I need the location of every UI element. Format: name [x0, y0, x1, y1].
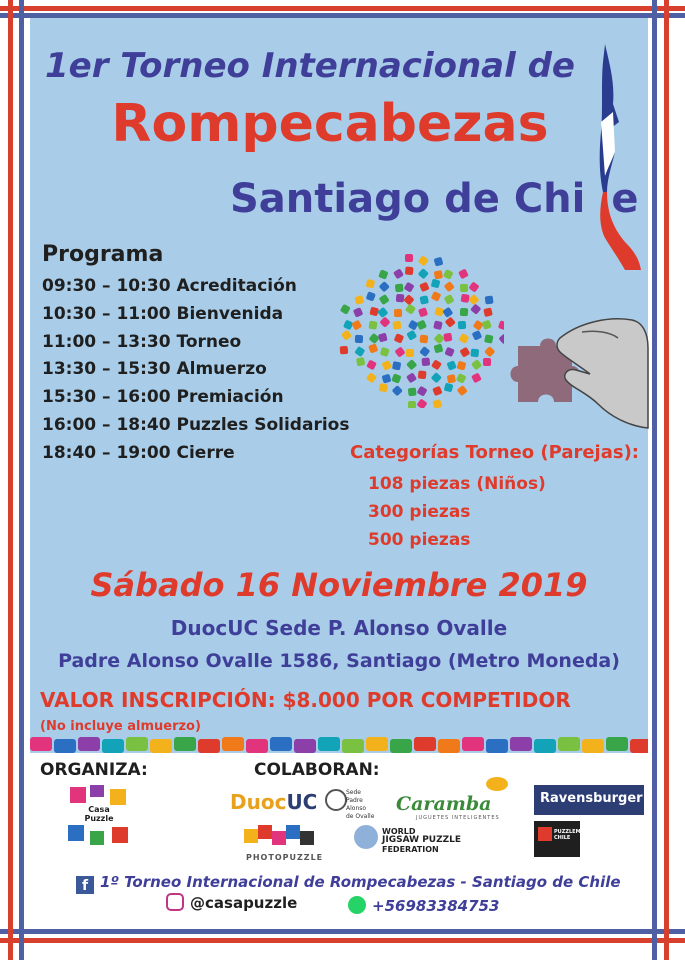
puzzle-piece — [419, 295, 428, 304]
puzzle-piece — [340, 304, 351, 315]
programa-item: 09:30 – 10:30 Acreditación — [42, 276, 297, 296]
puzzle-piece — [351, 320, 362, 331]
puzzle-piece — [408, 320, 419, 331]
puzzle-piece — [470, 348, 479, 357]
programa-item: 13:30 – 15:30 Almuerzo — [42, 359, 267, 380]
puzzle-piece — [368, 343, 378, 353]
casa-puzzle-text: Casa Puzzle — [84, 805, 114, 823]
puzzle-piece — [394, 333, 404, 343]
puzzle-piece — [456, 373, 467, 384]
strip-piece — [366, 737, 388, 751]
strip-piece — [54, 739, 76, 753]
puzzle-piece — [381, 360, 392, 371]
duoc-sede-line: Sede — [346, 789, 361, 796]
duoc-sede-text — [346, 789, 380, 821]
puzzle-piece — [468, 294, 479, 305]
frame-bottom-red — [0, 938, 685, 943]
programa-item: 15:30 – 16:00 Premiación — [42, 387, 284, 408]
puzzle-piece — [468, 281, 479, 292]
puzzle-piece — [458, 333, 469, 344]
puzzle-piece — [431, 291, 442, 302]
price-note: (No incluye almuerzo) — [40, 719, 201, 734]
programa-item: 11:00 – 13:30 Torneo — [42, 331, 242, 352]
puzzle-piece — [392, 361, 401, 370]
puzzle-piece — [431, 372, 442, 383]
puzzle-piece — [416, 320, 427, 331]
puzzle-piece — [460, 284, 468, 292]
puzzle-piece — [392, 385, 403, 396]
puzzle-piece — [406, 330, 417, 341]
puzzle-strip-decoration — [30, 737, 648, 753]
puzzle-piece — [431, 359, 442, 370]
puzzle-piece — [443, 333, 452, 342]
puzzle-piece — [418, 255, 429, 266]
puzzle-piece — [341, 330, 352, 341]
puzzle-piece — [419, 335, 428, 344]
wjpf-logo[interactable] — [354, 823, 494, 861]
instagram-text: @casapuzzle — [190, 894, 298, 912]
caramba-logo[interactable] — [396, 777, 526, 823]
strip-piece — [630, 739, 648, 753]
puzzle-piece — [379, 281, 390, 292]
title-line-3-main: Santiago de Chi — [230, 176, 586, 222]
ravensburger-text: Ravensburger — [540, 791, 643, 806]
registration-price: VALOR INSCRIPCIÓN: $8.000 POR COMPETIDOR — [40, 688, 571, 712]
puzzle-piece — [418, 268, 429, 279]
puzzle-piece — [378, 269, 388, 279]
strip-piece — [150, 739, 172, 753]
duoc-sede-line: Padre Alonso — [346, 797, 367, 812]
puzzle-piece — [378, 333, 388, 343]
puzzle-piece — [457, 385, 468, 396]
puzzle-piece — [459, 347, 470, 358]
puzzle-piece — [380, 347, 390, 357]
puzzle-piece — [433, 320, 443, 330]
strip-piece — [174, 737, 196, 751]
puzzle-piece — [421, 357, 430, 366]
strip-piece — [102, 739, 124, 753]
whatsapp-text: +56983384753 — [372, 897, 500, 915]
puzzle-piece — [472, 330, 483, 341]
puzzle-piece — [484, 346, 495, 357]
caramba-sub-text: JUGUETES INTELIGENTES — [416, 815, 500, 821]
caramba-text: Caramba — [396, 793, 492, 815]
puzzle-piece — [368, 321, 377, 330]
wjpf-line: JIGSAW PUZZLE — [382, 835, 462, 845]
categorias-list — [368, 470, 546, 554]
categoria-item: 500 piezas — [368, 530, 471, 550]
facebook-line[interactable] — [76, 873, 621, 894]
strip-piece — [438, 739, 460, 753]
strip-piece — [342, 739, 364, 753]
puzzle-piece — [366, 291, 376, 301]
puzzle-piece — [394, 346, 405, 357]
facebook-text: 1º Torneo Internacional de Rompecabezas - Santiago de Chile — [100, 873, 621, 891]
puzzle-piece — [471, 373, 482, 384]
frame-left-red — [8, 0, 13, 960]
puzzle-piece — [417, 386, 428, 397]
puzzle-piece — [377, 307, 388, 318]
puzzle-piece — [366, 372, 377, 383]
puzzle-piece — [433, 333, 444, 344]
frame-left-blue — [19, 0, 24, 960]
photopuzzle-text: PHOTOPUZZLE — [246, 853, 324, 862]
puzzle-piece — [444, 281, 455, 292]
puzzle-piece — [379, 317, 390, 328]
puzzle-piece — [434, 257, 444, 267]
puzzle-piece — [446, 360, 456, 370]
puzzle-piece — [408, 401, 416, 408]
photopuzzle-pieces-icon — [240, 821, 320, 853]
puzzle-piece — [458, 269, 469, 280]
event-date: Sábado 16 Noviembre 2019 — [90, 566, 588, 604]
frame-right-blue — [652, 0, 657, 960]
puzzle-piece — [498, 320, 504, 330]
ravensburger-logo[interactable] — [534, 785, 644, 815]
puzzle-piece — [461, 294, 470, 303]
puzzle-piece — [404, 282, 415, 293]
puzzle-piece — [457, 361, 467, 371]
puzzle-piece — [379, 294, 390, 305]
puzzle-piece — [443, 269, 454, 280]
title-line-1: 1er Torneo Internacional de — [44, 46, 575, 86]
puzzle-piece — [444, 383, 454, 393]
strip-piece — [534, 739, 556, 753]
programa-list — [42, 273, 372, 468]
puzzle-piece — [395, 283, 404, 292]
puzzle-piece — [340, 346, 349, 355]
strip-piece — [126, 737, 148, 751]
puzzle-piece — [355, 335, 363, 343]
categorias-title: Categorías Torneo (Parejas): — [350, 442, 640, 463]
puzzle-piece — [458, 321, 466, 329]
puzzle-piece — [405, 266, 414, 275]
facebook-icon: f — [76, 876, 94, 894]
hand-puzzle-piece-illustration — [510, 308, 650, 438]
puzzle-piece — [445, 317, 456, 328]
duoc-seal-icon — [325, 789, 347, 811]
puzzle-piece — [434, 307, 444, 317]
programa-item: 16:00 – 18:40 Puzzles Solidarios — [42, 414, 350, 435]
casa-puzzle-logo[interactable] — [64, 783, 134, 851]
event-venue: DuocUC Sede P. Alonso Ovalle — [170, 616, 508, 640]
puzzle-piece — [482, 320, 492, 330]
wjpf-text — [382, 827, 461, 854]
puzzle-piece — [356, 357, 365, 366]
puzzle-piece — [419, 346, 430, 357]
programa-item: 18:40 – 19:00 Cierre — [42, 442, 235, 463]
uc-text: UC — [286, 790, 318, 814]
title-line-3-tail: e — [611, 176, 639, 222]
strip-piece — [294, 739, 316, 753]
organiza-label: ORGANIZA: — [40, 760, 148, 780]
globe-icon — [354, 825, 378, 849]
puzzle-piece — [416, 398, 427, 408]
puzzle-piece — [471, 359, 482, 370]
strip-piece — [582, 739, 604, 753]
puzzle-piece — [396, 294, 405, 303]
puzzle-piece — [431, 279, 441, 289]
puzzle-piece — [394, 309, 402, 317]
puzzle-piece — [391, 373, 401, 383]
chile-map-icon — [585, 42, 645, 272]
puzzle-piece — [354, 295, 364, 305]
puzzle-piece — [366, 360, 377, 371]
puzzle-piece — [392, 321, 401, 330]
puzzle-piece — [498, 333, 504, 344]
strip-piece — [462, 737, 484, 751]
duoc-text: Duoc — [230, 790, 287, 814]
puzzle-piece — [484, 334, 493, 343]
categoria-item: 300 piezas — [368, 502, 471, 522]
puzzle-piece — [419, 282, 429, 292]
puzzlemania-logo[interactable] — [534, 821, 595, 857]
puzzle-piece — [473, 320, 484, 331]
puzzle-piece — [406, 359, 417, 370]
puzzle-piece — [406, 372, 417, 383]
puzzle-piece — [403, 294, 414, 305]
strip-piece — [390, 739, 412, 753]
puzzle-piece — [485, 296, 494, 305]
puzzle-piece — [353, 307, 363, 317]
strip-piece — [246, 739, 268, 753]
puzzle-piece — [447, 374, 456, 383]
puzzle-piece — [444, 347, 454, 357]
puzzle-ball-illustration — [334, 248, 504, 408]
strip-piece — [606, 737, 628, 751]
puzzle-piece — [382, 374, 392, 384]
strip-piece — [318, 737, 340, 751]
puzzle-piece — [432, 399, 442, 408]
puzzle-piece — [432, 386, 442, 396]
footer-panel — [30, 753, 648, 923]
puzzle-piece — [434, 344, 444, 354]
frame-bottom-blue — [0, 929, 685, 934]
strip-piece — [558, 737, 580, 751]
instagram-icon — [166, 893, 184, 911]
frame-top-red — [0, 6, 685, 11]
categoria-item: 108 piezas (Niños) — [368, 474, 546, 494]
instagram-line[interactable] — [166, 893, 297, 912]
puzzlemania-piece-icon — [538, 827, 552, 841]
title-line-2: Rompecabezas — [111, 94, 549, 154]
strip-piece — [198, 739, 220, 753]
wjpf-line: FEDERATION — [382, 845, 439, 854]
puzzle-piece — [406, 349, 414, 357]
wjpf-line: WORLD — [382, 827, 416, 836]
title-line-3 — [230, 176, 650, 222]
strip-piece — [486, 739, 508, 753]
strip-piece — [270, 737, 292, 751]
caramba-mascot-icon — [486, 777, 508, 791]
photopuzzle-logo[interactable] — [240, 821, 324, 865]
puzzle-piece — [369, 307, 379, 317]
strip-piece — [78, 737, 100, 751]
programa-title: Programa — [42, 242, 164, 267]
puzzle-piece — [369, 333, 380, 344]
duoc-sede-line: de Ovalle — [346, 813, 375, 820]
puzzle-piece — [405, 304, 416, 315]
frame-right-red — [664, 0, 669, 960]
strip-piece — [222, 737, 244, 751]
puzzle-piece — [444, 294, 455, 305]
puzzle-piece — [393, 268, 404, 279]
colaboran-label: COLABORAN: — [254, 760, 380, 780]
strip-piece — [30, 737, 52, 751]
puzzle-piece — [470, 304, 481, 315]
puzzle-piece — [408, 387, 417, 396]
programa-item: 10:30 – 11:00 Bienvenida — [42, 303, 284, 324]
puzzle-piece — [343, 320, 354, 331]
whatsapp-icon — [348, 896, 366, 914]
puzzle-piece — [379, 383, 388, 392]
puzzle-piece — [405, 254, 413, 262]
whatsapp-line[interactable] — [348, 896, 499, 915]
puzzle-piece — [434, 270, 443, 279]
puzzle-piece — [418, 307, 428, 317]
duocuc-logo[interactable] — [230, 789, 380, 819]
puzzle-piece — [418, 370, 427, 379]
poster-panel — [30, 18, 648, 753]
puzzlemania-text: PUZZLEMANIA CHILE — [554, 829, 595, 841]
strip-piece — [510, 737, 532, 751]
puzzle-piece — [483, 358, 491, 366]
puzzle-piece — [354, 346, 365, 357]
puzzle-piece — [442, 307, 453, 318]
puzzle-piece — [483, 307, 493, 317]
puzzle-piece — [460, 308, 468, 316]
event-address: Padre Alonso Ovalle 1586, Santiago (Metro Moneda) — [58, 650, 620, 672]
strip-piece — [414, 737, 436, 751]
puzzle-piece — [366, 279, 375, 288]
